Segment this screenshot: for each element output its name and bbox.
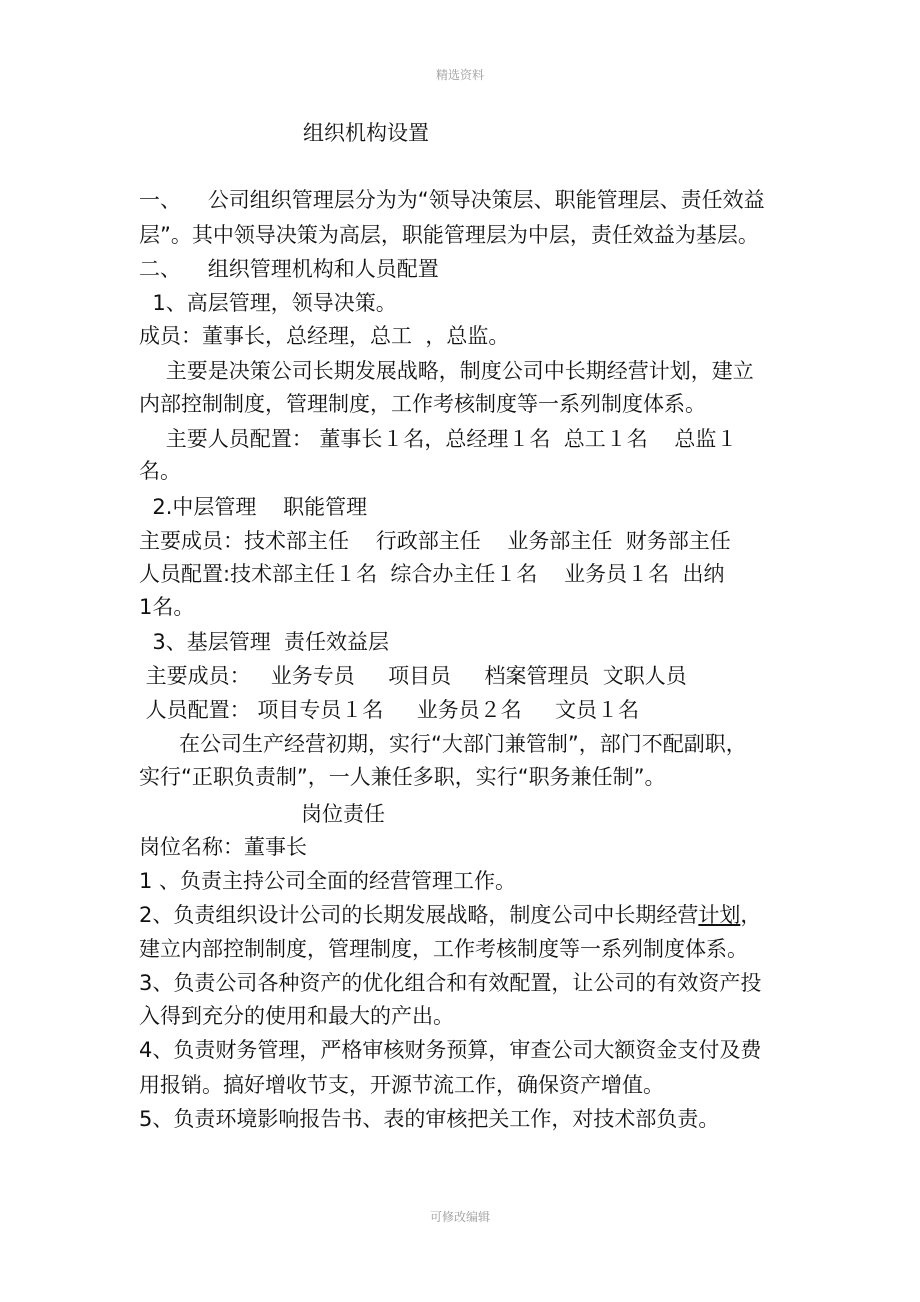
paragraph-line: 成员：董事长，总经理，总工 ，总监。: [139, 324, 510, 348]
paragraph-line: 名。: [139, 459, 181, 483]
duty-line: 岗位名称：董事长: [139, 835, 307, 859]
paragraph-line: 主要人员配置： 董事长１名，总经理１名 总工１名 总监１: [139, 427, 738, 451]
paragraph-line: 主要成员：技术部主任 行政部主任 业务部主任 财务部主任: [139, 529, 731, 553]
duty-line: 4、负责财务管理，严格审核财务预算，审查公司大额资金支付及费: [139, 1038, 762, 1062]
paragraph-line: 层”。其中领导决策为高层，职能管理层为中层，责任效益为基层。: [139, 223, 759, 247]
paragraph-line: 人员配置:技术部主任１名 综合办主任１名 业务员１名 出纳: [139, 562, 725, 586]
paragraph-line: 主要成员： 业务专员 项目员 档案管理员 文职人员: [139, 664, 687, 688]
subsection-heading: 3、基层管理 责任效益层: [139, 630, 390, 654]
duty-line: 用报销。搞好增收节支，开源节流工作，确保资产增值。: [139, 1073, 664, 1097]
page-header: 精选资料: [435, 68, 484, 82]
section-heading: 二、 组织管理机构和人员配置: [139, 257, 439, 281]
paragraph-line: 在公司生产经营初期，实行“大部门兼管制”，部门不配副职，: [139, 732, 747, 756]
duty-line: [139, 902, 761, 928]
section-title: 岗位责任: [301, 802, 385, 826]
paragraph-line: 主要是决策公司长期发展战略，制度公司中长期经营计划，建立: [139, 359, 754, 383]
page-footer: 可修改编辑: [429, 1210, 490, 1224]
duty-line: 建立内部控制制度，管理制度，工作考核制度等一系列制度体系。: [139, 937, 748, 961]
paragraph-line: 人员配置： 项目专员１名 业务员２名 文员１名: [139, 698, 640, 722]
paragraph-line: 内部控制制度，管理制度，工作考核制度等一系列制度体系。: [139, 392, 706, 416]
paragraph-line: 1名。: [139, 595, 195, 619]
duty-line: 3、负责公司各种资产的优化组合和有效配置，让公司的有效资产投: [139, 971, 762, 995]
subsection-heading: 1、高层管理，领导决策。: [139, 291, 397, 315]
duty-line: 入得到充分的使用和最大的产出。: [139, 1004, 454, 1028]
underlined-word: 计划: [698, 903, 741, 927]
paragraph-line: 一、 公司组织管理层分为为“领导决策层、职能管理层、责任效益: [139, 188, 765, 212]
subsection-heading: 2.中层管理 职能管理: [139, 495, 368, 519]
duty-line: 1 、负责主持公司全面的经营管理工作。: [139, 869, 517, 893]
paragraph-line: 实行“正职负责制”，一人兼任多职，实行“职务兼任制”。: [139, 765, 666, 789]
duty-line: 5、负责环境影响报告书、表的审核把关工作，对技术部负责。: [139, 1107, 720, 1131]
line-end-punct: ，: [740, 903, 762, 927]
document-title: 组织机构设置: [303, 121, 429, 145]
duty-line-text: 2、负责组织设计公司的长期发展战略，制度公司中长期经营: [139, 903, 699, 927]
